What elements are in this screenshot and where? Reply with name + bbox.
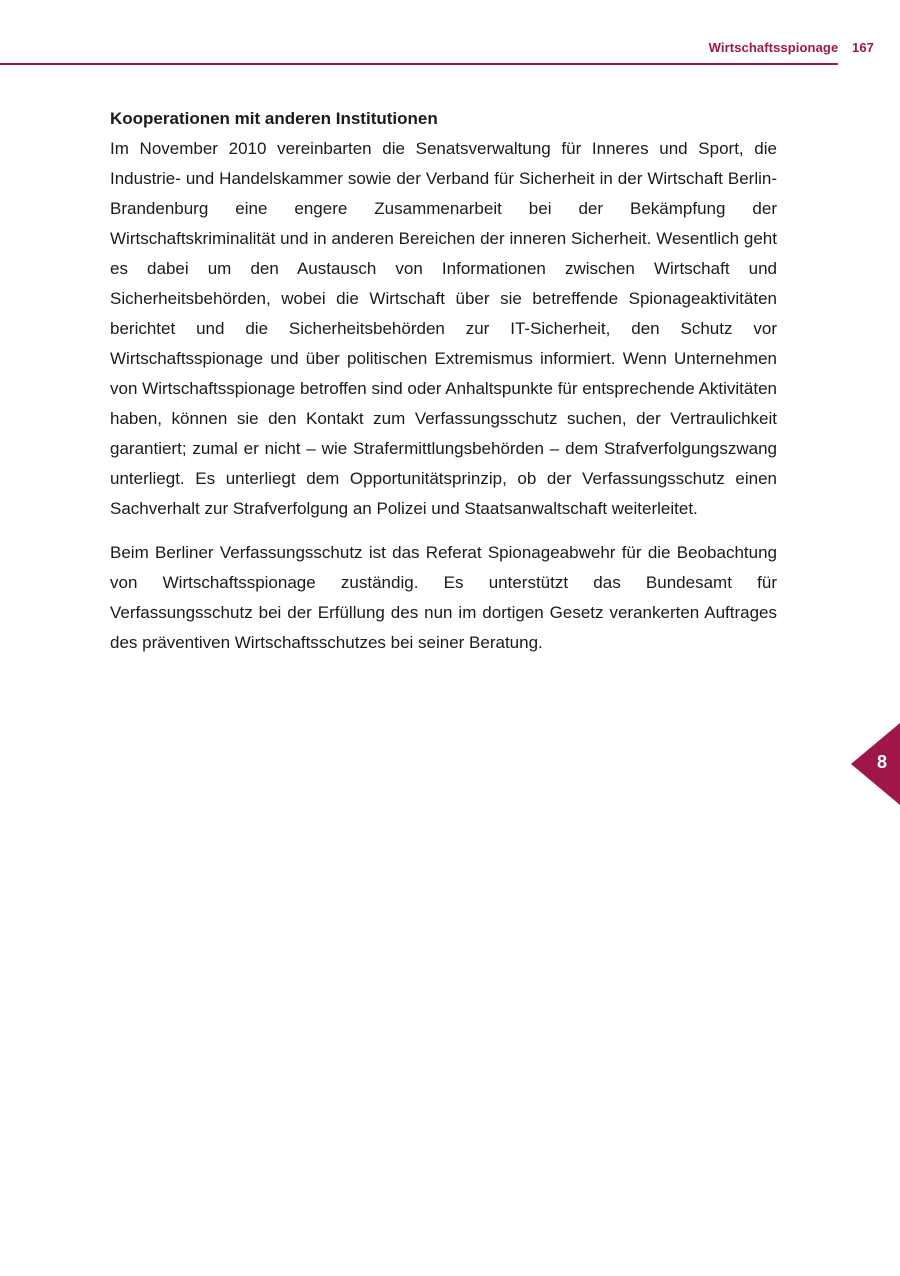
chapter-tab-shape — [851, 723, 900, 805]
body-paragraph-2: Beim Berliner Verfassungsschutz ist das Referat Spionageabwehr für die Beobachtung von Wirtschaftsspionage zuständig. Es unterstützt das Bundesamt für Verfassungsschutz bei der Erfüllung des nun im dortigen Gesetz verankerten Auftrages des präventiven Wirtschaftsschutzes bei seiner Beratung. — [110, 543, 777, 652]
chapter-tab — [851, 723, 900, 805]
page-number: 167 — [852, 40, 874, 55]
running-header — [709, 40, 874, 55]
body-paragraph-1: Im November 2010 vereinbarten die Senatsverwaltung für Inneres und Sport, die Industrie- und Handelskammer sowie der Verband für Sicherheit in der Wirtschaft Berlin-Brandenburg eine engere Zusammenarbeit bei der Bekämpfung der Wirtschaftskriminalität und in anderen Bereichen der inneren Sicherheit. Wesentlich geht es dabei um den Austausch von Informationen zwischen Wirtschaft und Sicherheitsbehörden, wobei die Wirtschaft über sie betreffende Spionageaktivitäten berichtet und die Sicherheitsbehörden zur IT-Sicherheit, den Schutz vor Wirtschaftsspionage und über politischen Extremismus informiert. Wenn Unternehmen von Wirtschaftsspionage betroffen sind oder Anhaltspunkte für entsprechende Aktivitäten haben, können sie den Kontakt zum Verfassungsschutz suchen, der Vertraulichkeit garantiert; zumal er nicht – wie Strafermittlungsbehörden – dem Strafverfolgungszwang unterliegt. Es unterliegt dem Opportunitätsprinzip, ob der Verfassungsschutz einen Sachverhalt zur Strafverfolgung an Polizei und Staatsanwaltschaft weiterleitet. — [110, 139, 777, 518]
section-heading: Kooperationen mit anderen Institutionen — [110, 109, 438, 128]
header-rule — [0, 63, 838, 65]
main-content — [110, 104, 777, 658]
running-header-title: Wirtschaftsspionage — [708, 40, 839, 55]
chapter-tab-label: 8 — [876, 752, 887, 772]
